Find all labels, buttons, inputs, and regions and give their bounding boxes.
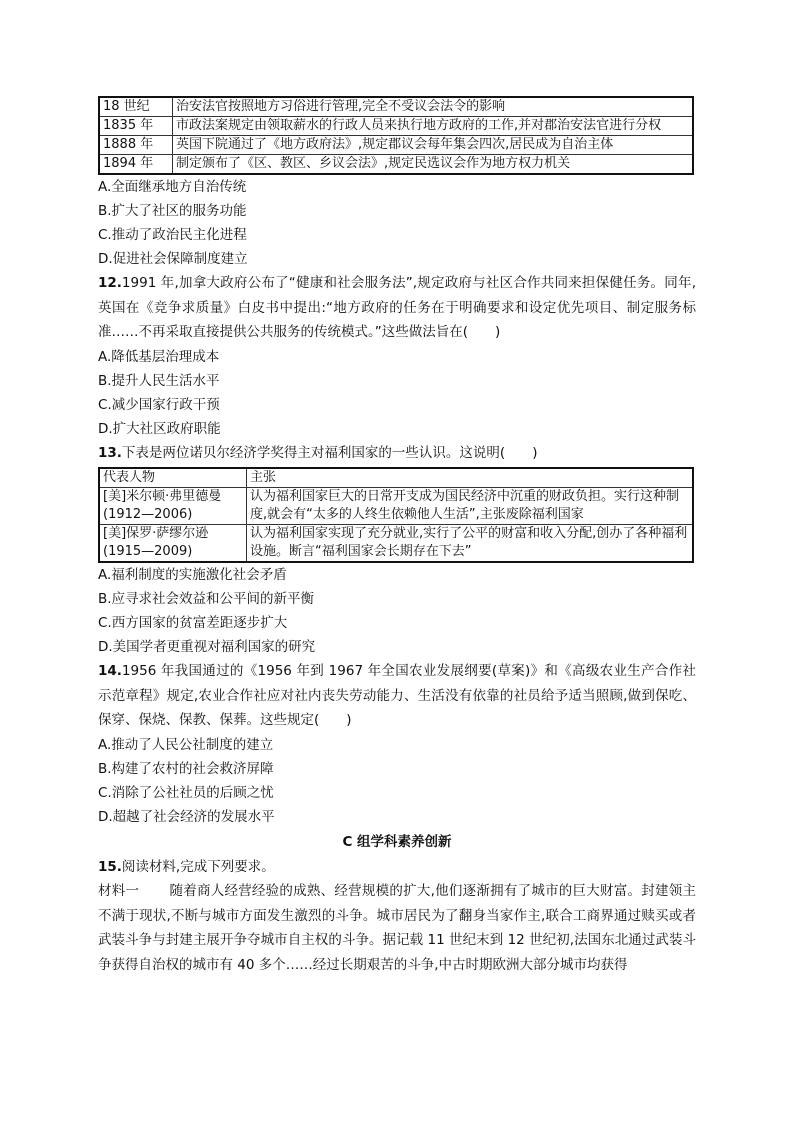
material-one — [98, 879, 696, 977]
question-15 — [98, 855, 696, 880]
q13-options — [98, 563, 696, 659]
table-cell-year: 18 世纪 — [99, 97, 173, 117]
page-content — [98, 96, 696, 977]
question-stem: 下表是两位诺贝尔经济学奖得主对福利国家的一些认识。这说明( ) — [121, 444, 538, 461]
table-cell-view: 认为福利国家实现了充分就业,实行了公平的财富和收入分配,创办了各种福利设施。断言“福利国家会长期存在下去” — [247, 525, 694, 563]
question-13 — [98, 441, 696, 466]
option-d: D.超越了社会经济的发展水平 — [98, 808, 275, 825]
q11-options — [98, 175, 696, 271]
option-c: C.消除了公社社员的后顾之忧 — [98, 784, 274, 801]
question-number: 14. — [98, 663, 122, 679]
option-b: B.扩大了社区的服务功能 — [98, 203, 247, 219]
table-header-view: 主张 — [247, 468, 694, 488]
option-d: D.美国学者更重视对福利国家的研究 — [98, 639, 316, 655]
table-cell-person: [美]保罗·萨缪尔逊(1915—2009) — [99, 525, 247, 563]
table-row — [99, 117, 693, 136]
section-heading: C 组学科素养创新 — [342, 833, 452, 850]
option-a: A.福利制度的实施激化社会矛盾 — [98, 567, 287, 583]
table-row — [99, 488, 693, 525]
table-cell-person: [美]米尔顿·弗里德曼(1912—2006) — [99, 488, 247, 525]
table-row — [99, 155, 693, 175]
question-number: 13. — [98, 444, 122, 461]
option-c: C.减少国家行政干预 — [98, 396, 220, 413]
question-12 — [98, 271, 696, 345]
table-cell-text: 英国下院通过了《地方政府法》,规定郡议会每年集会四次,居民成为自治主体 — [173, 136, 694, 155]
question-number: 15. — [98, 858, 122, 875]
question-stem: 1956 年我国通过的《1956 年到 1967 年全国农业发展纲要(草案)》和《高级农业生产合作社示范章程》规定,农业合作社应对社内丧失劳动能力、生活没有依靠的社员给予适当照顾,做到保吃、保穿、保烧、保教、保葬。这些规定( ) — [98, 663, 696, 728]
table-cell-year: 1835 年 — [99, 117, 173, 136]
table-cell-view: 认为福利国家巨大的日常开支成为国民经济中沉重的财政负担。实行这种制度,就会有“太多的人终生依赖他人生活”,主张废除福利国家 — [247, 488, 694, 525]
table-cell-text: 治安法官按照地方习俗进行管理,完全不受议会法令的影响 — [173, 97, 694, 117]
material-label: 材料一 — [98, 883, 140, 899]
option-c: C.推动了政治民主化进程 — [98, 227, 247, 243]
self-government-table — [98, 96, 694, 175]
table-row — [99, 97, 693, 117]
table-cell-text: 制定颁布了《区、教区、乡议会法》,规定民选议会作为地方权力机关 — [173, 155, 694, 175]
material-text: 随着商人经营经验的成熟、经营规模的扩大,他们逐渐拥有了城市的巨大财富。封建领主不满于现状,不断与城市方面发生激烈的斗争。城市居民为了翻身当家作主,联合工商界通过赎买或者武装斗争与封建主展开争夺城市自主权的斗争。据记载 11 世纪末到 12 世纪初,法国东北通过武装斗争获得自治权的城市有 40 多个……经过长期艰苦的斗争,中古时期欧洲大部分城市均获得 — [98, 883, 696, 973]
question-14 — [98, 659, 696, 733]
table-cell-text: 市政法案规定由领取薪水的行政人员来执行地方政府的工作,并对郡治安法官进行分权 — [173, 117, 694, 136]
option-d: D.扩大社区政府职能 — [98, 420, 221, 437]
question-stem: 阅读材料,完成下列要求。 — [121, 858, 275, 875]
q12-options — [98, 345, 696, 441]
option-b: B.构建了农村的社会救济屏障 — [98, 760, 274, 777]
table-row — [99, 525, 693, 563]
question-stem: 1991 年,加拿大政府公布了“健康和社会服务法”,规定政府与社区合作共同来担保健任务。同年,英国在《竞争求质量》白皮书中提出:“地方政府的任务在于明确要求和设定优先项目、制定服务标准……不再采取直接提供公共服务的传统模式。”这些做法旨在( ) — [98, 275, 696, 340]
table-cell-year: 1888 年 — [99, 136, 173, 155]
question-number: 12. — [98, 275, 122, 291]
table-cell-year: 1894 年 — [99, 155, 173, 175]
option-a: A.全面继承地方自治传统 — [98, 179, 247, 195]
option-b: B.应寻求社会效益和公平间的新平衡 — [98, 591, 315, 607]
table-header-person: 代表人物 — [99, 468, 247, 488]
economists-table — [98, 467, 694, 563]
option-a: A.降低基层治理成本 — [98, 348, 220, 365]
option-a: A.推动了人民公社制度的建立 — [98, 736, 274, 753]
option-b: B.提升人民生活水平 — [98, 372, 220, 389]
option-c: C.西方国家的贫富差距逐步扩大 — [98, 615, 288, 631]
q14-options — [98, 733, 696, 829]
table-header-row — [99, 468, 693, 488]
table-row — [99, 136, 693, 155]
option-d: D.促进社会保障制度建立 — [98, 251, 248, 267]
